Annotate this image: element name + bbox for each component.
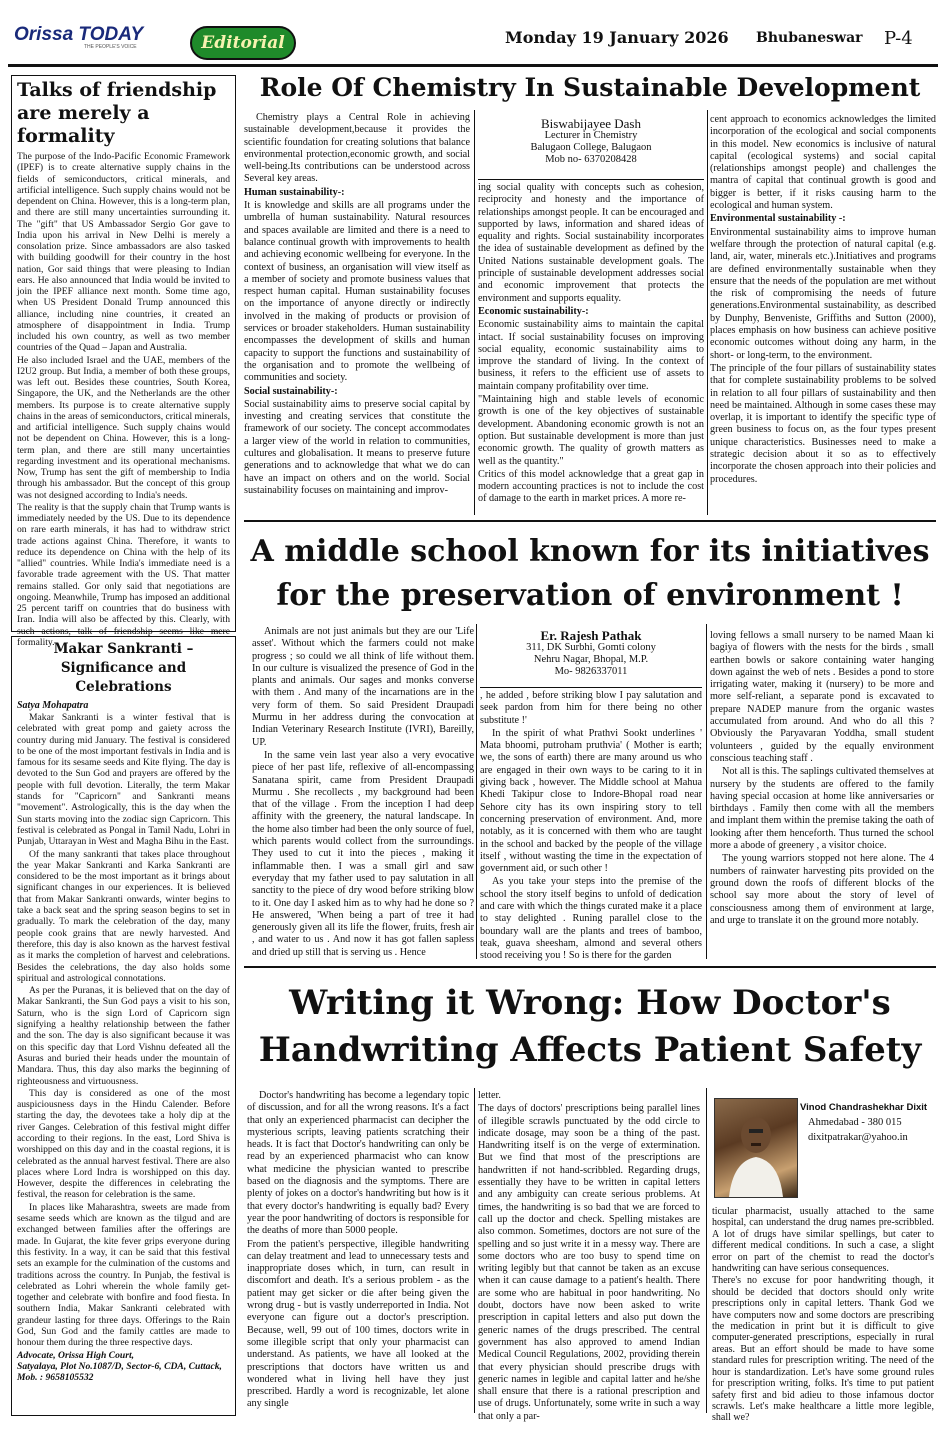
school-paragraph: In the same vein last year also a very evocative piece of her past life, reflexive of all-encompassing Sanatana spirit, came from President Draupadi Murmu . She recollects , my background had been that of the village . From the inception I had deep affinity with the greenery, the natural landscape. In the home also timber had been the only source of fuel, which parents would collect from the surroundings. They used to cut it into the pieces , making it inflammable then. I was a small girl and saw everyday that my father used to pay salutation in all sanctity to the piece of dry wood before striking blow to it. One day I asked him as to why had he done so ? He answered, 'When being a part of tree it had generously given all its life the flower, fruits, fresh air , and water to us . And now it has got fallen sapless and dried up still that is serving us . Hence [252, 749, 474, 958]
handwriting-author-name: Vinod Chandrashekhar Dixit [800, 1102, 928, 1113]
handwriting-paragraph: ticular pharmacist, usually attached to the same hospital, can understand the drug names pre-scribbled. A lot of drugs have similar spellings, but cater to different medical conditions. In such a case, a slight error on part of the chemist to read the doctor's handwriting can have serious consequences. [712, 1206, 934, 1275]
makar-paragraph: Of the many sankranti that takes place throughout the year Makar Sankranti and Karka Sankranti are considered to be the most important as it brings about significant changes in our experiences. It is believed that from Makar Sankranti onwards, winter begins to take a back seat and the spring season begins to set in gradually. To mark the celebration of the day, many people cook grains that are newly harvested. And therefore, this day is also known as the harvest festival as it marks the completion of harvest and celebrations. Besides the celebrations, the day also holds some spiritual and astrological connotations. [17, 848, 230, 984]
makar-author: Satya Mohapatra [17, 700, 89, 711]
chemistry-paragraph: Critics of this model acknowledge that a great gap in modern accounting practices is not to include the cost of damage to the earth in market prices. A more re- [478, 468, 704, 505]
makar-footer-line: Advocate, Orissa High Court, [17, 1349, 135, 1361]
logo [14, 24, 164, 54]
handwriting-col-2 [478, 1090, 700, 1424]
chemistry-paragraph: Social sustainability aims to preserve social capital by investing and creating services that constitute the framework of our society. The concept accommodates a larger view of the world in relation to communities, cultures and globalisation. It means to preserve future generations and to acknowledge that what we do can have an impact on others and on the world. Social sustainability focuses on maintaining and improv- [244, 398, 470, 496]
logo-text: Orissa TODAY [14, 24, 144, 45]
chemistry-subhead: Environmental sustainability -: [710, 213, 846, 225]
school-paragraph: , he added , before striking blow I pay salutation and seek pardon from him for there being no other substitute !' [480, 690, 702, 726]
school-paragraph: The young warriors stopped not here alone. The 4 numbers of rainwater harvesting pits provided on the ground down the roofs of different blocks of the school say more about the story of level of consciousness among them of environment at large, and urge to translate it on the ground more notably. [710, 853, 934, 926]
section-badge [190, 26, 296, 60]
author-photo [714, 1098, 798, 1198]
friendship-body [17, 151, 230, 648]
handwriting-article [244, 970, 936, 1430]
person-silhouette-icon [715, 1099, 797, 1197]
school-author-line: Mo- 9826337011 [554, 666, 628, 677]
chemistry-subhead: Human sustainability-: [244, 186, 345, 198]
school-author-block [480, 630, 702, 678]
handwriting-author-block [800, 1100, 934, 1145]
column-rule [706, 624, 707, 959]
school-paragraph: Not all is this. The saplings cultivated themselves at nursery by the students are offered to the family having special occasion at home like anniversaries or birthdays . Family then come with all the members and implant them within the premise taking the oath of looking after them henceforth. Thus turned the school more a abode of greenery , a visitor choice. [710, 766, 934, 852]
masthead [0, 0, 945, 68]
chemistry-paragraph: cent approach to economics acknowledges the limited incorporation of the ecological and social components in this model. New economics is inclusive of natural capital (ecological systems) and social capital (relationships amongst people) and challenges the mantra of capital that continual growth is good and bigger is better, if it risks causing harm to the ecological and human system. [710, 114, 936, 212]
makar-paragraph: As per the Puranas, it is believed that on the day of Makar Sankranti, the Sun God pays a visit to his son, Saturn, who is the sign Lord of Capricorn sign signifying a healthy relationship between the father and the son. The day is also significant because it was on this specific day that Lord Vishnu defeated all the Asuras and buried their heads under the mountain of Mandara. Thus, this day also marks the beginning of righteousness and virtuousness. [17, 985, 230, 1087]
handwriting-paragraph: Doctor's handwriting has become a legendary topic of discussion, and for all the wrong reasons. It's a fact that only an experienced pharmacist can decipher the mysterious scripts, leaving patients scratching their heads. It is fact that Doctor's handwriting can only be read by an experienced pharmacist who can know what medicine the physician wanted to prescribe based on the diagnosis and the symptoms. There are plenty of jokes on a doctor's handwriting but how is it that every doctor's handwriting is equally bad? Every year the poor handwriting of doctors is responsible for the deaths of more than 5000 people. [247, 1090, 469, 1237]
handwriting-paragraph: From the patient's perspective, illegible handwriting can delay treatment and lead to unnecessary tests and inappropriate doses which, in turn, can result in discomfort and death. It's a serious problem - as the patient may get sicker or die after being given the wrong drug - but is vastly underreported in India. Not everyone can figure out a doctor's prescription. Because, well, 99 out of 100 times, doctors write in some illegible script that only your pharmacist can understand. As patients, we have all looked at the prescriptions that doctors have written us and wondered what in living hell have they just prescribed. Hardly a word is recognizable, let alone any single [247, 1238, 469, 1410]
chemistry-col-3 [710, 114, 936, 487]
chemistry-paragraph: Environmental sustainability aims to improve human welfare through the protection of natural capital (e.g. land, air, water, minerals etc.).Initiatives and programs are defined environmentally sustainable when they ensure that the needs of the population are met without the risk of compromising the needs of future generations.Environmental sustainability, as described by Dunphy, Benveniste, Griffiths and Sutton (2000), places emphasis on how business can achieve positive economic outcomes without doing any harm, in the short- or long-term, to the environment. [710, 226, 936, 361]
school-paragraph: loving fellows a small nursery to be named Maan ki bagiya of flowers with the nests for the birds , small earthen bowls or sakore containing water hanging down against the web of nets . Besides a pond to store irrigating water, making it (nursery) to be more and more self-reliant, a separate pond is excavated to prepare NADEP manure from the organic wastes accumulated from around. And who do all this ? Obviously the Paryavaran Yoddha, small student volunteers , guided by the equally environment conscious teaching staff . [710, 630, 934, 764]
handwriting-author-line: Ahmedabad - 380 015 [808, 1117, 902, 1128]
friendship-paragraph: The reality is that the supply chain that Trump wants is immediately needed by the US. Due to its dependence on rare earth minerals, it has had to withdraw strict trade actions against China. Therefore, it wants to reduce its dependence on China with the help of its "allied" countries. While India's immediate need is a favorable trade agreement with the US. That matter remains stalled. Gor only said that negotiations are ongoing. Meanwhile, Trump has imposed an additional 25 percent tariff on countries that do business with Iran. India will also be affected by this. Clearly, with such actions, talk of friendship seems like mere formality. [17, 501, 230, 648]
handwriting-author-line: dixitpatrakar@yahoo.in [808, 1132, 908, 1143]
school-paragraph: Animals are not just animals but they are our 'Life asset'. Without which the farmers could not make progress ; so could we all think of life without them. In our culture is visualized the presence of God in the plants and animals. Our sages and monks converse with them . And many of the incarnations are in the very form of them. So said President Draupadi Murmu in her address during the convocation at Indian Veterinary Research Institute (IVRI), Bareilly, UP. [252, 626, 474, 748]
chemistry-col-2 [478, 182, 704, 507]
makar-paragraph: Makar Sankranti is a winter festival that is celebrated with great pomp and gaiety across the country during mid January. The festival is considered to be one of the most important festivals in India and is famous for its sesame seeds and Kite flying. The day is devoted to the Sun God and prayers are offered by the people with full devotion. Literally, the term Makar stands for "Capricorn" and Sankranti means "movement". Astrologically, this is the day when the Sun starts moving into the zodiac sign Capricorn. This festival is celebrated as Pongal in Tamil Nadu, Lohri in Punjab, Uttarayan in West and Magha Bihu in the East. [17, 712, 230, 848]
column-rule [474, 110, 475, 515]
school-author-line: Nehru Nagar, Bhopal, M.P. [533, 654, 649, 665]
school-title [244, 530, 936, 618]
section-rule [244, 520, 936, 522]
makar-paragraph: In places like Maharashtra, sweets are made from sesame seeds which are known as the tilgud and are exchanged between families after the offerings are made. In Gujarat, the kite fever grips everyone during this festivity. In a way, it can be said that this festival sets an example for the culmination of the customs and traditions across the country. In Punjab, the festival is celebrated as Lohri wherein the whole family get-together and celebrate with bonfire and food fiesta. In southern India, Makar Sankranti celebrated with grandeur lasting for three days. Offerings to the Rain God, Sun God and the family cattles are made to honour them during the three respective days. [17, 1201, 230, 1349]
chemistry-paragraph: It is knowledge and skills are all programs under the umbrella of human sustainability. Natural resources and spaces available are limited and there is a need to balance continual growth with improvements to health and achieving economic wellbeing for everyone. In the context of business, an organisation will view itself as a member of society and promote business values that respect human capital. Human sustainability focuses on the importance of anyone directly or indirectly involved in the making of products or provision of services or broader stakeholders. Human sustainability encompasses the development of skills and human capacity to support the functions and sustainability of the organisation and to promote the wellbeing of communities and society. [244, 200, 470, 384]
handwriting-col-1 [247, 1090, 469, 1412]
chemistry-paragraph: Economic sustainability aims to maintain the capital intact. If social sustainability focuses on improving social equality, economic sustainability aims to improve the standard of living. In the context of business, it refers to the efficient use of assets to maintain company profitability over time. [478, 319, 704, 392]
makar-body [17, 712, 230, 1384]
chemistry-author-block [478, 118, 704, 166]
handwriting-title [244, 980, 936, 1074]
friendship-title: Talks of friendship are merely a formality [17, 79, 217, 147]
chemistry-author-line: Balugaon College, Balugaon [530, 142, 652, 153]
handwriting-paragraph: The days of doctors' prescriptions being parallel lines of illegible scrawls punctuated by the odd circle to indicate dosage, may soon be a thing of the past. Handwriting itself is on the verge of extermination. But we find that most of the prescriptions are handwritten if not hand-scribbled. Regarding drugs, essentially they have to be written in capital letters and any ambiguity can create serious problems. At times, the handwriting is so bad that we are forced to call up the doctor and check. Spelling mistakes are also common. Sometimes, doctors are not sure of the spelling and so just write it in a messy way. There are some doctors who are too busy to spend time on writing legibly but that cannot be taken as an excuse when it can cause damage to a patient's health. There are some who are habitual in poor handwriting. No doubt, doctors have now been asked to write prescription in capital letters and also put down the generic names of the drugs prescribed. The central government has also approved to amend Indian Medical Council Regulations, 2002, providing therein that every physician should prescribe drugs with generic names in legible and capital latter and he/she shall ensure that there is a rational prescription and use of drugs. Unfortunately, some write in such a way that only a par- [478, 1103, 700, 1422]
school-paragraph: In the spirit of what Prathvi Sookt underlines ' Mata bhoomi, putroham pruthvia' ( Mother is earth; we, the sons of earth) there are many around us who are engaged in their own ways to be caring to it in giving back , however. The Middle school at Mahua Khedi Takipur close to Indore-Bhopal road near Sehore city has its own inspiring story to tell concerning preservation of environment. And, more notably, as it is concerned with them who are taught in the school and backed by the people of the village itself , without wasting the time in the expectation of government aid, or such other ! [480, 727, 702, 875]
author-rule [478, 179, 704, 180]
chemistry-author-name: Biswabijayee Dash [540, 116, 641, 131]
chemistry-subhead: Economic sustainability-: [478, 305, 589, 317]
makar-title: Makar Sankranti – Significance and Celebrations [53, 641, 194, 695]
author-rule [480, 687, 702, 688]
school-col-1 [252, 626, 474, 960]
school-article [244, 524, 936, 964]
school-col-3 [710, 630, 934, 928]
school-author-name: Er. Rajesh Pathak [540, 628, 642, 643]
chemistry-paragraph: "Maintaining high and stable levels of economic growth is one of the key objectives of sustainable development. Abandoning economic growth is not an option. But sustainable development is more than just economic growth. The quality of growth matters as well as the quantity." [478, 394, 704, 467]
school-title-line: for the preservation of environment ! [276, 578, 904, 613]
chemistry-paragraph: Chemistry plays a Central Role in achieving sustainable development,because it provides the scientific foundation for creating solutions that balance environmental protection,economic growth, and social well-being.Its contributions can be understood across Several key areas. [244, 112, 470, 185]
handwriting-col-3 [712, 1206, 934, 1425]
makar-article [11, 636, 236, 1416]
chemistry-paragraph: ing social quality with concepts such as cohesion, reciprocity and honesty and the importance of relationships amongst people. It can be encouraged and supported by laws, information and shared ideas of equality and rights. Social sustainability incorporates the idea of sustainable development as defined by the United Nations sustainable development goals. The principle of sustainable development addresses social and economic improvement that protects the environment and supports equality. [478, 182, 704, 304]
friendship-paragraph: He also included Israel and the UAE, members of the I2U2 group. But India, a member of both these groups, was left out. Besides these countries, South Korea, Singapore, the UK, and the Netherlands are the other members. Its purpose is to create alternative supply chains in the areas of semiconductors, critical minerals, and artificial intelligence. Such supply chains would not be dependent on China. However, this is a long-term plan, and there are still many uncertainties regarding investment and its operational mechanisms. Now, Trump has sent the gift of membership to India through his ambassador. But the concept of this group was not designed according to India's needs. [17, 354, 230, 501]
school-paragraph: As you take your steps into the premise of the school the story itself begins to unfold of dedication and care with which the things curated make it a place to stay delighted . Runing parallel close to the boundary wall are the plants and trees of bamboo, teak, guava sheesham, almond and several others stood receiving you ! So is there for the garden [480, 876, 702, 962]
chemistry-author-line: Lecturer in Chemistry [544, 130, 638, 141]
school-author-line: 311, DK Surbhi, Gomti colony [526, 642, 656, 653]
makar-paragraph: This day is considered as one of the most auspiciousness days in the Hindu Calender. Before starting the day, the devotees take a holy dip at the river Ganges. Celebration of this festival might differ according to their regions. In the east, Lord Shiva is worshipped on this day and in the coastal regions, it is celebrated as the annual harvest festival. There are also places where Lord Indra is worshipped on this day. However, despite the differences in celebrating the festival, the reason for celebration is the same. [17, 1087, 230, 1201]
chemistry-article [244, 70, 936, 520]
makar-footer-line: Satyalaya, Plot No.1087/D, Sector-6, CDA, Cuttack, [17, 1360, 222, 1372]
city: Bhubaneswar [756, 30, 863, 46]
column-rule [707, 110, 708, 515]
handwriting-title-line: Handwriting Affects Patient Safety [258, 1030, 922, 1070]
logo-tagline: THE PEOPLE'S VOICE [84, 44, 137, 50]
friendship-article [11, 75, 236, 648]
section-label: Editorial [201, 33, 285, 53]
handwriting-title-line: Writing it Wrong: How Doctor's [289, 983, 891, 1023]
chemistry-author-line: Mob no- 6370208428 [545, 154, 637, 165]
section-rule [244, 966, 936, 968]
issue-date: Monday 19 January 2026 [505, 28, 729, 47]
handwriting-paragraph: There's no excuse for poor handwriting though, it should be decided that doctors should only write prescriptions only in capital letters. Thank God we have computers now and some doctors are prescribing the medication in print but it is difficult to give computer-generated prescriptions, especially in rural areas. But an effort should be made to have some standard rules for prescription writing. The need of the hour is standardization. Let's have some ground rules for prescription writing, folks. It's time to put patient safety first and bid adieu to those infamous doctor scrawls. Let's make healthcare a little more legible, shall we? [712, 1275, 934, 1424]
friendship-paragraph: The purpose of the Indo-Pacific Economic Framework (IPEF) is to create alternative supply chains in the fields of semiconductors, critical minerals, and artificial intelligence. Such supply chains would not be dependent on China. However, this is a long-term plan, and there are still many uncertainties surrounding it. The "gift" that US Ambassador Sergio Gor gave to India upon his arrival in New Delhi is merely a consolation prize. Since ambassadors are also tasked with building goodwill for their country in the host nation, Gor said things that were pleasing to Indian ears. He also announced that India would be invited to join the IPEF alliance next month. Some time ago, when US President Donald Trump announced this alliance, including nine countries, it created an atmosphere of disappointment in India. Trump included his own country, as well as two member countries of the Quad – Japan and Australia. [17, 151, 230, 354]
handwriting-paragraph: letter. [478, 1090, 501, 1101]
school-title-line: A middle school known for its initiatives [250, 534, 930, 569]
masthead-rule [8, 64, 938, 67]
school-col-2 [480, 690, 702, 964]
column-rule [706, 1088, 707, 1413]
chemistry-col-1 [244, 112, 470, 498]
column-rule [474, 1088, 475, 1413]
chemistry-title: Role Of Chemistry In Sustainable Development [259, 73, 921, 102]
column-rule [476, 624, 477, 959]
chemistry-subhead: Social sustainability-: [244, 385, 338, 397]
makar-footer [17, 1350, 230, 1384]
makar-footer-line: Mob. : 9658105532 [17, 1372, 94, 1384]
chemistry-paragraph: The principle of the four pillars of sustainability states that for complete sustainability problems to be solved in relation to all four pillars of sustainability and then need be maintained. Although in some cases these may overlap, it is important to identify the specific type of green business to focus on, as the four types present unique characteristics. Businesses need to make a strategic decision about it so as to effectively incorporate the chosen approach into their policies and procedures. [710, 362, 936, 485]
page-number: P-4 [884, 28, 913, 49]
